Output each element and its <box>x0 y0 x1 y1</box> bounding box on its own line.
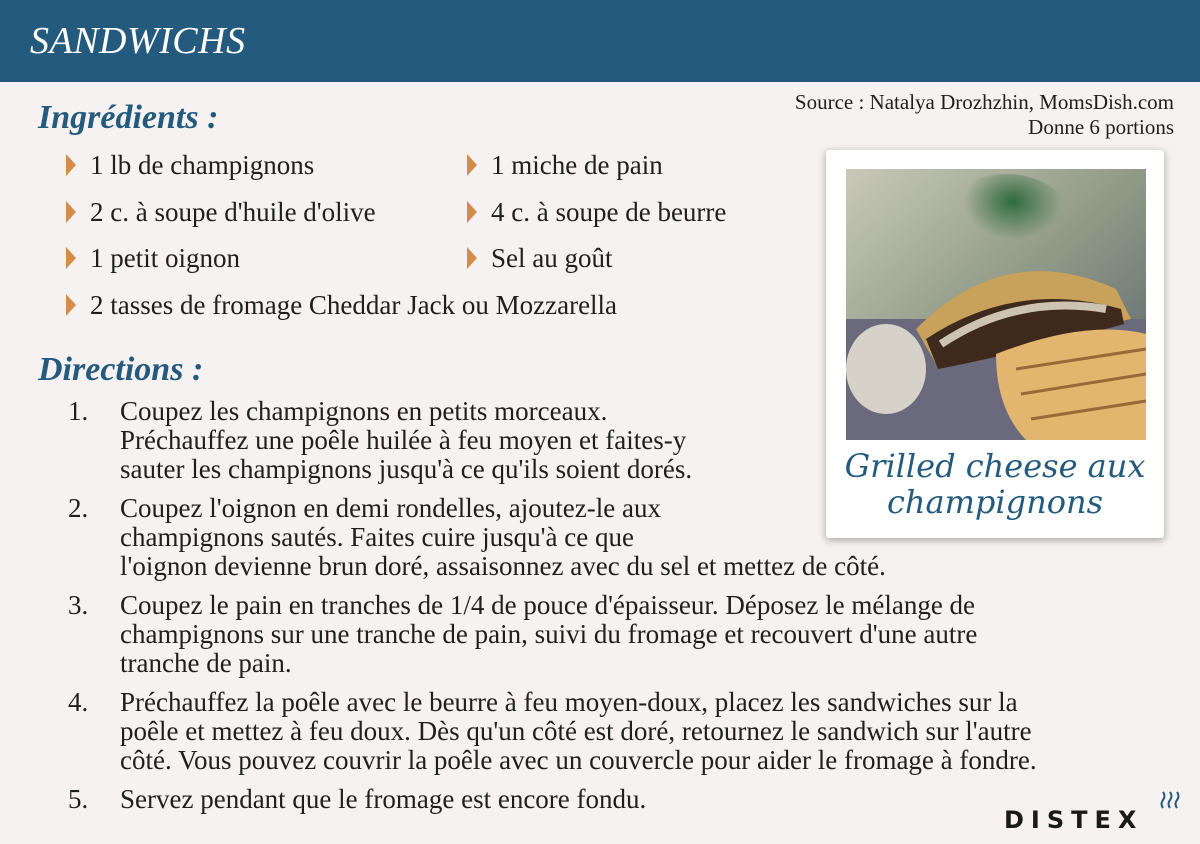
bullet-icon <box>467 247 477 269</box>
page-title: SANDWICHS <box>30 20 246 62</box>
ingredients-heading: Ingrédients : <box>38 99 219 136</box>
bullet-icon <box>66 294 76 316</box>
logo-text: DISTEX <box>1004 806 1144 834</box>
step-number: 1. <box>68 396 89 426</box>
distex-logo <box>1004 790 1194 838</box>
direction-step: 1. Coupez les champignons en petits morceaux. Préchauffez une poêle huilée à feu moyen et faites-y sauter les champignons jusqu'à ce qu'ils soient dorés. <box>68 396 693 484</box>
ingredient-item: 1 petit oignon <box>66 245 240 272</box>
bullet-icon <box>66 247 76 269</box>
direction-step: 4. Préchauffez la poêle avec le beurre à feu moyen-doux, placez les sandwiches sur la poêle et mettez à feu doux. Dès qu'un côté est doré, retournez le sandwich sur l'autre côté. Vous pouvez couvrir la poêle avec un couvercle pour aider le fromage à fondre. <box>68 687 1037 775</box>
directions-heading: Directions : <box>38 351 204 388</box>
step-number: 3. <box>68 590 89 620</box>
photo-caption: Grilled cheese aux champignons <box>844 447 1146 521</box>
bullet-icon <box>467 201 477 223</box>
direction-step: 2. Coupez l'oignon en demi rondelles, ajoutez-le aux champignons sautés. Faites cuire jusqu'à ce que l'oignon devienne brun doré, assaisonnez avec du sel et mettez de côté. <box>68 493 886 581</box>
recipe-source <box>795 90 1174 140</box>
bullet-icon <box>66 201 76 223</box>
direction-step: 3. Coupez le pain en tranches de 1/4 de pouce d'épaisseur. Déposez le mélange de champignons sur une tranche de pain, suivi du fromage et recouvert d'une autre tranche de pain. <box>68 590 978 678</box>
recipe-photo-card <box>826 150 1164 538</box>
sandwich-photo <box>846 169 1146 440</box>
ingredient-item: 1 lb de champignons <box>66 152 314 179</box>
ingredient-item: 2 c. à soupe d'huile d'olive <box>66 199 376 226</box>
steam-icon <box>1158 790 1182 810</box>
header-bar <box>0 0 1200 82</box>
servings: Donne 6 portions <box>1028 115 1174 139</box>
ingredient-item: Sel au goût <box>467 245 613 272</box>
ingredient-item: 1 miche de pain <box>467 152 663 179</box>
ingredient-item: 2 tasses de fromage Cheddar Jack ou Mozzarella <box>66 292 617 319</box>
step-number: 5. <box>68 784 89 814</box>
source-credit: Source : Natalya Drozhzhin, MomsDish.com <box>794 90 1174 114</box>
ingredient-item: 4 c. à soupe de beurre <box>467 199 726 226</box>
bullet-icon <box>66 154 76 176</box>
bullet-icon <box>467 154 477 176</box>
direction-step: 5. Servez pendant que le fromage est encore fondu. <box>68 784 647 814</box>
step-number: 2. <box>68 493 89 523</box>
sandwich-image <box>846 169 1146 440</box>
step-number: 4. <box>68 687 89 717</box>
